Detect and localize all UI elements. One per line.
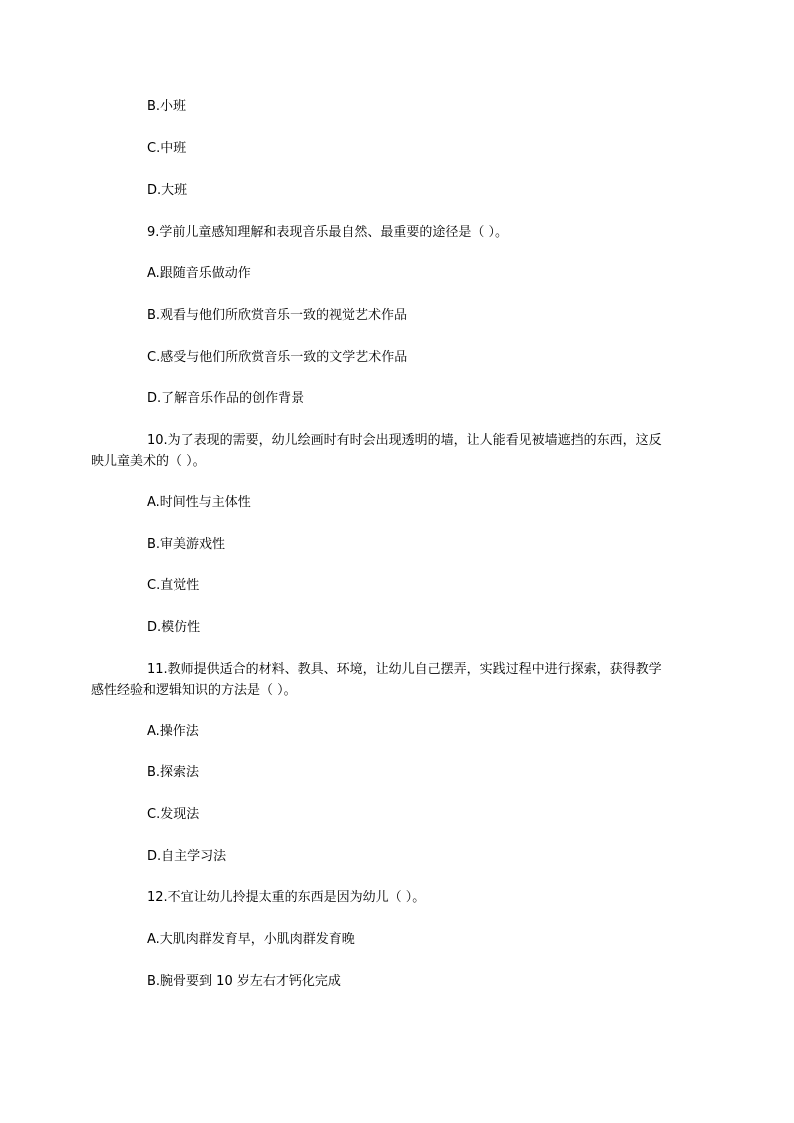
- question-9-option-d: D.了解音乐作品的创作背景: [147, 391, 305, 406]
- question-12: 12.不宜让幼儿拎提太重的东西是因为幼儿（ ）。: [147, 890, 426, 905]
- option-b-small-class: B.小班: [147, 99, 187, 114]
- question-9-option-b: B.观看与他们所欣赏音乐一致的视觉艺术作品: [147, 308, 408, 323]
- question-11-option-c: C.发现法: [147, 807, 200, 822]
- question-9-option-a: A.跟随音乐做动作: [147, 266, 251, 281]
- question-11-option-a: A.操作法: [147, 724, 199, 739]
- question-10-option-d: D.模仿性: [147, 620, 201, 635]
- option-c-middle-class: C.中班: [147, 141, 187, 156]
- option-d-large-class: D.大班: [147, 183, 188, 198]
- question-9-option-c: C.感受与他们所欣赏音乐一致的文学艺术作品: [147, 350, 408, 365]
- question-10-option-c: C.直觉性: [147, 578, 200, 593]
- question-12-option-a: A.大肌肉群发育早，小肌肉群发育晚: [147, 932, 355, 947]
- question-10-option-a: A.时间性与主体性: [147, 495, 251, 510]
- question-10: 10.为了表现的需要，幼儿绘画时有时会出现透明的墙，让人能看见被墙遮挡的东西，这反映儿童美术的（ ）。: [91, 433, 662, 469]
- question-9: 9.学前儿童感知理解和表现音乐最自然、最重要的途径是（ ）。: [147, 225, 509, 240]
- question-11: 11.教师提供适合的材料、教具、环境，让幼儿自己摆弄，实践过程中进行探索，获得教学感性经验和逻辑知识的方法是（ ）。: [91, 662, 662, 698]
- question-11-option-d: D.自主学习法: [147, 849, 227, 864]
- question-10-option-b: B.审美游戏性: [147, 537, 226, 552]
- question-12-option-b: B.腕骨要到 10 岁左右才钙化完成: [147, 974, 341, 989]
- question-11-option-b: B.探索法: [147, 765, 200, 780]
